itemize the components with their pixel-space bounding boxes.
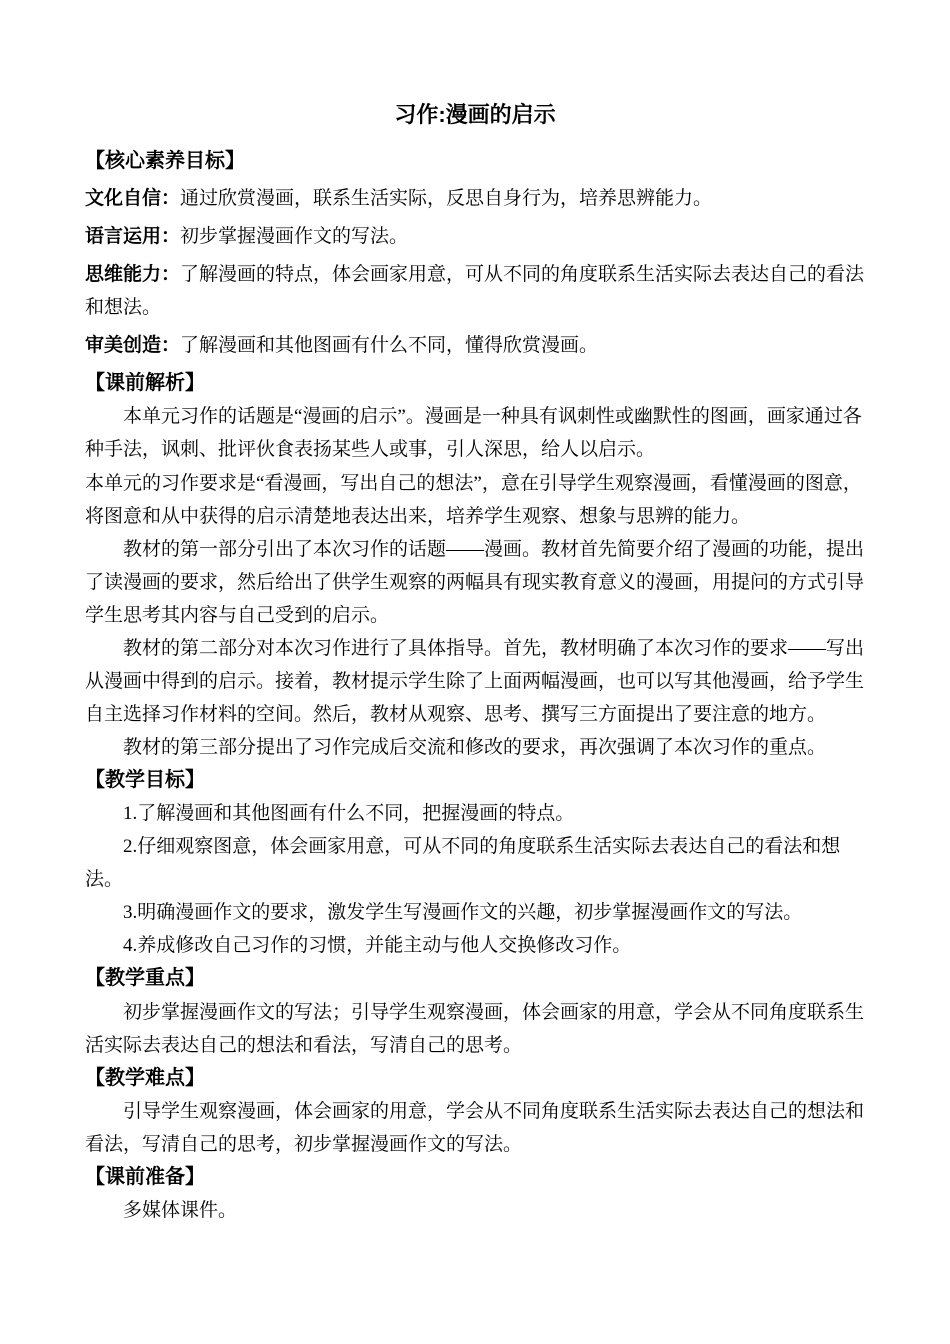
labeled-paragraph [85, 182, 865, 215]
labeled-paragraph [85, 258, 865, 324]
list-item: 4.养成修改自己习作的习惯，并能主动与他人交换修改习作。 [123, 935, 632, 957]
paragraph: 本单元习作的话题是“漫画的启示”。漫画是一种具有讽刺性或幽默性的图画，画家通过各种手法，讽刺、批评伙食表扬某些人或事，引人深思，给人以启示。 [85, 406, 862, 461]
paragraph-label: 审美创造： [85, 335, 181, 357]
paragraph: 本单元的习作要求是“看漫画，写出自己的想法”，意在引导学生观察漫画，看懂漫画的图意，将图意和从中获得的启示清楚地表达出来，培养学生观察、想象与思辨的能力。 [85, 472, 862, 527]
paragraph: 教材的第二部分对本次习作进行了具体指导。首先，教材明确了本次习作的要求——写出从漫画中得到的启示。接着，教材提示学生除了上面两幅漫画，也可以写其他漫画，给予学生自主选择习作材料的空间。然后，教材从观察、思考、撰写三方面提出了要注意的地方。 [85, 637, 865, 725]
list-item: 1.了解漫画和其他图画有什么不同，把握漫画的特点。 [123, 803, 575, 825]
section-heading: 【课前解析】 [85, 372, 205, 395]
document-body [85, 145, 865, 1227]
section-heading: 【教学难点】 [85, 1066, 205, 1089]
paragraph-text: 了解漫画的特点，体会画家用意，可从不同的角度联系生活实际去表达自己的看法和想法。 [85, 264, 865, 319]
section-heading: 【核心素养目标】 [85, 149, 245, 172]
paragraph: 教材的第三部分提出了习作完成后交流和修改的要求，再次强调了本次习作的重点。 [123, 736, 827, 758]
labeled-paragraph [85, 329, 865, 362]
labeled-paragraph [85, 220, 865, 253]
section-heading: 【教学重点】 [85, 967, 205, 990]
paragraph-text: 了解漫画和其他图画有什么不同，懂得欣赏漫画。 [180, 335, 599, 357]
paragraph-label: 思维能力： [85, 264, 181, 286]
paragraph-label: 文化自信： [85, 187, 181, 209]
paragraph: 初步掌握漫画作文的写法；引导学生观察漫画，体会画家的用意，学会从不同角度联系生活实际去表达自己的想法和看法，写清自己的思考。 [85, 1001, 865, 1056]
paragraph: 多媒体课件。 [123, 1200, 238, 1222]
document-title: 习作:漫画的启示 [394, 102, 556, 127]
list-item: 2.仔细观察图意，体会画家用意，可从不同的角度联系生活实际去表达自己的看法和想法。 [85, 836, 841, 891]
paragraph-label: 语言运用： [85, 226, 181, 248]
paragraph: 引导学生观察漫画，体会画家的用意，学会从不同角度联系生活实际去表达自己的想法和看法，写清自己的思考，初步掌握漫画作文的写法。 [85, 1100, 865, 1155]
paragraph-text: 通过欣赏漫画，联系生活实际，反思自身行为，培养思辨能力。 [180, 187, 713, 209]
list-item: 3.明确漫画作文的要求，激发学生写漫画作文的兴趣，初步掌握漫画作文的写法。 [123, 902, 803, 924]
section-heading: 【课前准备】 [85, 1165, 205, 1188]
paragraph-text: 初步掌握漫画作文的写法。 [180, 226, 409, 248]
paragraph: 教材的第一部分引出了本次习作的话题——漫画。教材首先简要介绍了漫画的功能，提出了读漫画的要求，然后给出了供学生观察的两幅具有现实教育意义的漫画，用提问的方式引导学生思考其内容与自己受到的启示。 [85, 538, 865, 626]
section-heading: 【教学目标】 [85, 768, 205, 791]
